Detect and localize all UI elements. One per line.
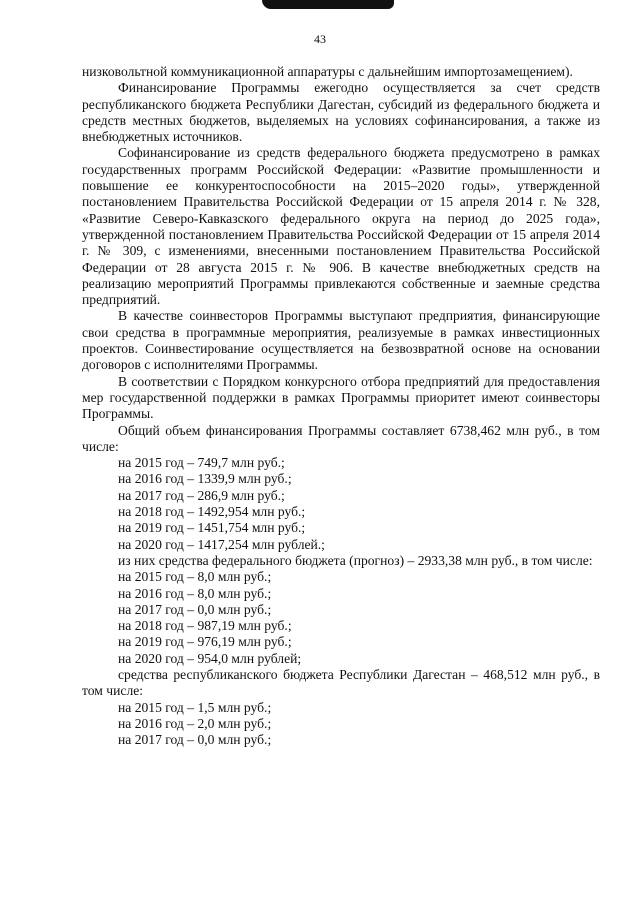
document-body [82, 64, 600, 748]
list-item: на 2017 год – 0,0 млн руб.; [118, 732, 272, 748]
list-item: на 2016 год – 2,0 млн руб.; [118, 715, 272, 731]
list-item: на 2018 год – 987,19 млн руб.; [118, 618, 292, 634]
paragraph: из них средства федерального бюджета (прогноз) – 2933,38 млн руб., в том числе: [118, 552, 593, 568]
list-item: на 2020 год – 1417,254 млн рублей.; [118, 536, 325, 552]
paragraph: низковольтной коммуникационной аппаратуры с дальнейшим импортозамещением). [82, 64, 573, 79]
list-item: на 2019 год – 1451,754 млн руб.; [118, 520, 306, 536]
list-item: на 2016 год – 1339,9 млн руб.; [118, 471, 292, 487]
paragraph: Софинансирование из средств федерального бюджета предусмотрено в рамках государственных программ Российской Федерации: «Развитие промышленности и повышение ее конкурентоспособности на 2015–2020 годы», утвержденной постановлением Правительства Российской Федерации от 15 апреля 2014 г. № 328, «Развитие Северо-Кавказского федерального округа на период до 2025 года», утвержденной постановлением Правительства Российской Федерации от 15 апреля 2014 г. № 309, с изменениями, внесенными постановлением Правительства Российской Федерации от 28 августа 2015 г. № 906. В качестве внебюджетных средств на реализацию мероприятий Программы привлекаются собственные и заемные средства предприятий. [82, 145, 600, 308]
list-item: на 2016 год – 8,0 млн руб.; [118, 585, 272, 601]
list-item: на 2017 год – 286,9 млн руб.; [118, 487, 285, 503]
paragraph: Общий объем финансирования Программы составляет 6738,462 млн руб., в том числе: [82, 422, 600, 454]
scan-artifact [262, 0, 394, 9]
list-item: на 2015 год – 749,7 млн руб.; [118, 455, 285, 471]
paragraph: Финансирование Программы ежегодно осуществляется за счет средств республиканского бюджета Республики Дагестан, субсидий из федерального бюджета и средств местных бюджетов, выделяемых на условиях софинансирования, а также из внебюджетных источников. [82, 80, 600, 145]
list-item: на 2015 год – 1,5 млн руб.; [118, 699, 272, 715]
paragraph: В качестве соинвесторов Программы выступают предприятия, финансирующие свои средства в программные мероприятия, реализуемые в рамках инвестиционных проектов. Соинвестирование осуществляется на безвозвратной основе на основании договоров с исполнителями Программы. [82, 308, 600, 373]
list-item: на 2017 год – 0,0 млн руб.; [118, 601, 272, 617]
list-item: на 2019 год – 976,19 млн руб.; [118, 634, 292, 650]
list-item: на 2015 год – 8,0 млн руб.; [118, 569, 272, 585]
page-number: 43 [314, 32, 326, 46]
list-item: на 2020 год – 954,0 млн рублей; [118, 650, 302, 666]
list-item: на 2018 год – 1492,954 млн руб.; [118, 504, 306, 520]
paragraph: В соответствии с Порядком конкурсного отбора предприятий для предоставления мер государственной поддержки в рамках Программы приоритет имеют соинвесторы Программы. [82, 373, 600, 422]
paragraph: средства республиканского бюджета Республики Дагестан – 468,512 млн руб., в том числе: [82, 666, 600, 699]
